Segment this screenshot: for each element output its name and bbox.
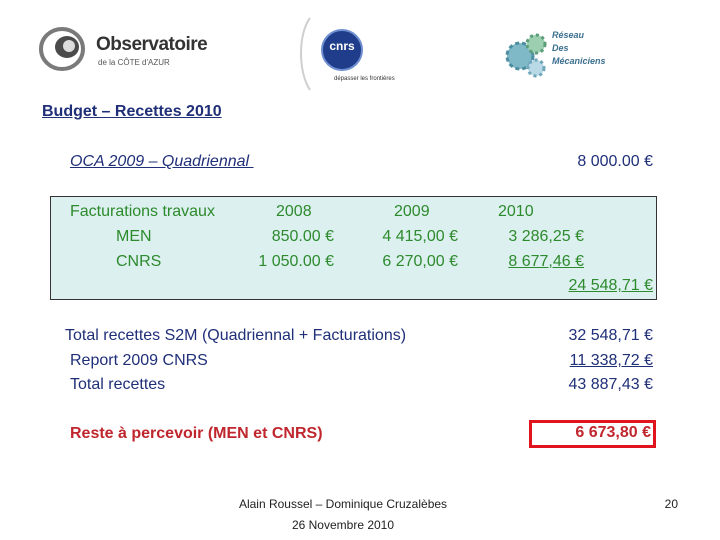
year-2010-header: 2010: [498, 203, 534, 220]
facturations-total: 24 548,71 €: [568, 277, 653, 294]
reste-a-percevoir-value: 6 673,80 €: [575, 424, 651, 441]
page-title: Budget – Recettes 2010: [42, 103, 222, 120]
row-men-label: MEN: [116, 228, 152, 245]
year-2008-header: 2008: [276, 203, 312, 220]
reste-a-percevoir-label: Reste à percevoir (MEN et CNRS): [70, 425, 323, 442]
row-men-2008: 850.00 €: [271, 228, 334, 245]
oca-logo-name: Observatoire: [96, 34, 208, 55]
total-recettes-label: Total recettes: [70, 376, 166, 393]
cnrs-logo-mark: cnrs: [329, 39, 355, 53]
rdm-logo-line3: Mécaniciens: [552, 56, 606, 66]
oca-logo: [38, 22, 238, 80]
row-cnrs-label: CNRS: [116, 253, 162, 270]
oca-quadriennal-label: OCA 2009 – Quadriennal: [70, 153, 254, 170]
row-men-2009: 4 415,00 €: [382, 228, 458, 245]
year-2009-header: 2009: [394, 203, 430, 220]
rdm-logo-line2: Des: [552, 43, 569, 53]
cnrs-logo: [296, 14, 408, 94]
cnrs-logo-tagline: dépasser les frontières: [334, 76, 395, 82]
facturations-label: Facturations travaux: [70, 203, 215, 220]
page-number: 20: [664, 497, 678, 511]
row-cnrs-2009: 6 270,00 €: [382, 253, 458, 270]
rdm-logo: [500, 26, 630, 82]
total-s2m-value: 32 548,71 €: [568, 327, 653, 344]
row-cnrs-2010: 8 677,46 €: [508, 253, 584, 270]
report-cnrs-label: Report 2009 CNRS: [70, 352, 208, 369]
total-s2m-label: Total recettes S2M (Quadriennal + Facturations): [65, 327, 407, 344]
report-cnrs-value: 11 338,72 €: [569, 352, 653, 369]
total-recettes-value: 43 887,43 €: [568, 376, 653, 393]
rdm-logo-line1: Réseau: [552, 30, 585, 40]
oca-logo-subtitle: de la CÔTE d'AZUR: [98, 58, 170, 67]
row-men-2010: 3 286,25 €: [508, 228, 584, 245]
footer-authors: Alain Roussel – Dominique Cruzalèbes: [238, 497, 448, 511]
footer-date: 26 Novembre 2010: [291, 518, 395, 532]
row-cnrs-2008: 1 050.00 €: [258, 253, 334, 270]
oca-quadriennal-amount: 8 000.00 €: [577, 153, 653, 170]
